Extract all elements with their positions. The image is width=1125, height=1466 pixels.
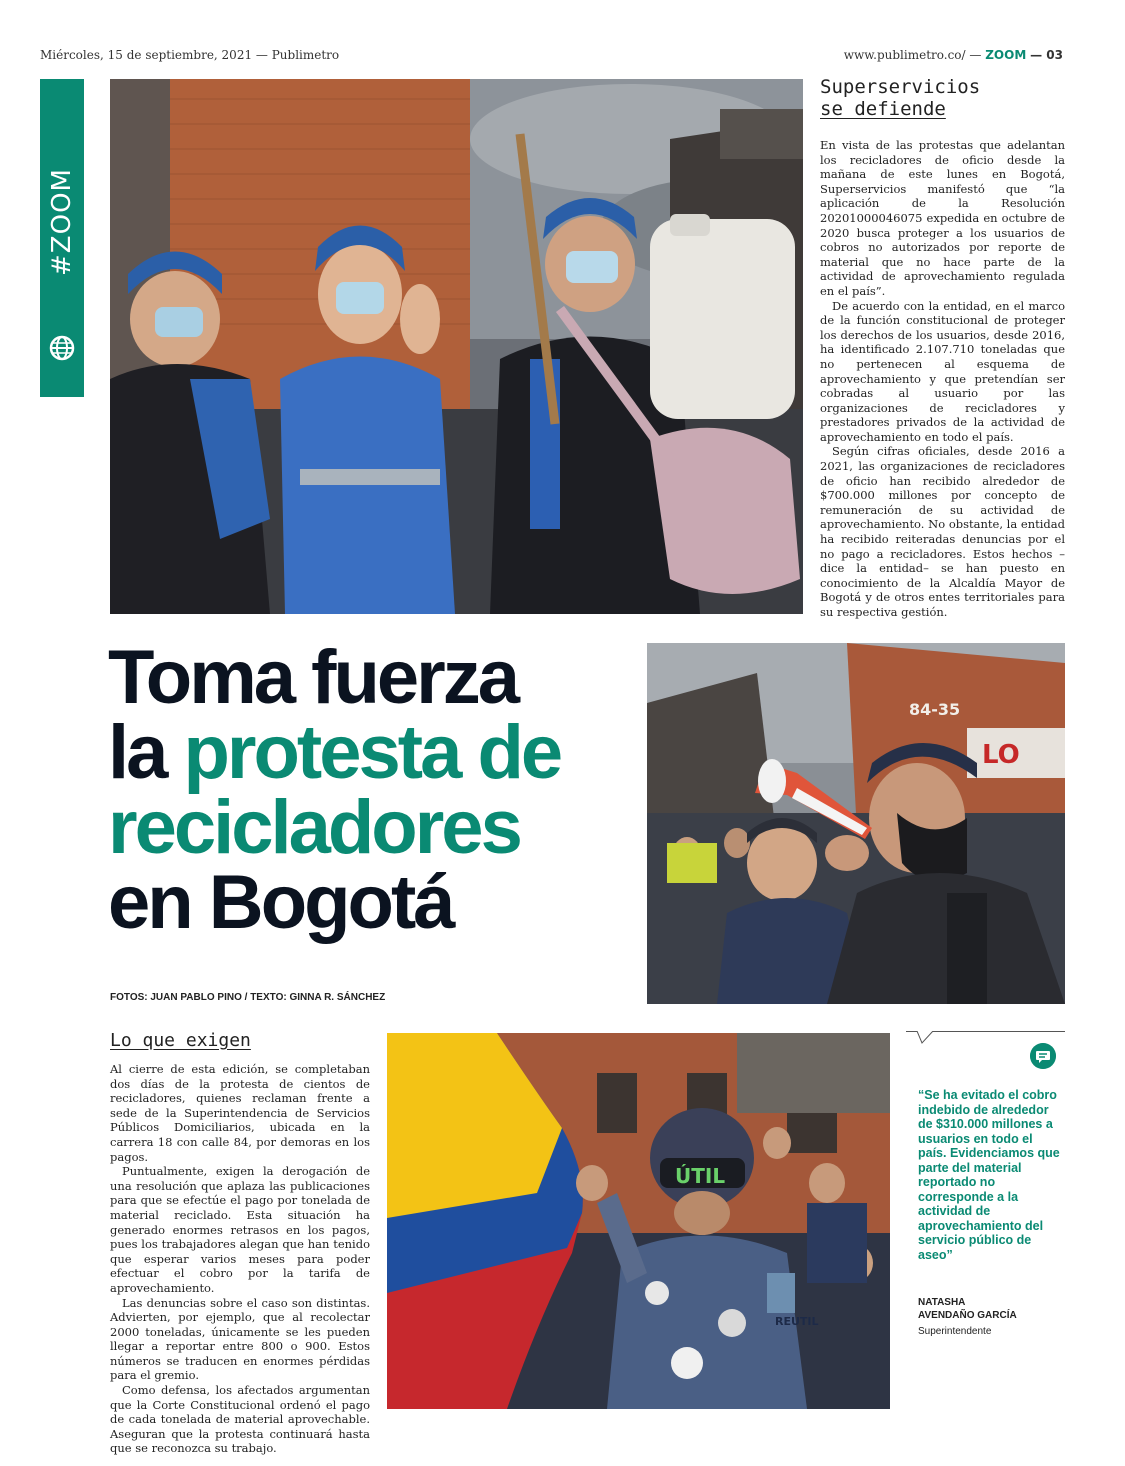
sidebar-article-title bbox=[820, 76, 1065, 120]
photo-recyclers-protest bbox=[110, 79, 803, 614]
title-text: Lo que exigen bbox=[110, 1030, 251, 1051]
lower-article-body bbox=[110, 1062, 370, 1456]
title-line: Superservicios bbox=[820, 76, 981, 98]
page-folio bbox=[844, 48, 1063, 62]
paragraph: En vista de las protestas que adelantan los recicladores de oficio desde la mañana de este lunes en Bogotá, Superservicios manifestó que “la aplicación de la Resolución 20201000046075 expedida en octubre de 2020 busca proteger a los usuarios de cobros no autorizados por reporte de material que no hace parte de la actividad de aprovechamiento regulada en el país”. bbox=[820, 138, 1065, 298]
quote-pointer bbox=[916, 1031, 936, 1045]
costume-badge: REUTIL bbox=[775, 1315, 819, 1328]
headline-line: recicladores bbox=[108, 785, 520, 870]
section-name: ZOOM bbox=[985, 48, 1027, 62]
section-side-tab bbox=[40, 79, 84, 397]
lower-article-title bbox=[110, 1030, 251, 1051]
paragraph: Puntualmente, exigen la derogación de una resolución que aplaza las publicaciones para que se efectúe el pago por tonelada de material reciclado. Esta situación ha generado enormes retrasos en los pagos, pues los trabajadores alegan que han tenido que esperar varios meses para poder efectuar el cobro por la tarifa de aprovechamiento. bbox=[110, 1164, 370, 1295]
quote-attribution-role: Superintendente bbox=[918, 1326, 992, 1337]
issue-date-line: Miércoles, 15 de septiembre, 2021 — Publimetro bbox=[40, 48, 340, 62]
title-line: se defiende bbox=[820, 98, 946, 120]
building-number-sign: 84-35 bbox=[909, 700, 961, 719]
page-number: — 03 bbox=[1030, 48, 1063, 62]
photo-man-vuvuzela bbox=[647, 643, 1065, 1004]
speech-bubble-icon bbox=[1030, 1043, 1056, 1069]
paragraph: Al cierre de esta edición, se completaban dos días de la protesta de cientos de recicladores, quienes reclaman frente a sede de la Superintendencia de Servicios Públicos Domiciliarios, ubicada en la carrera 18 con calle 84, por demoras en los pagos. bbox=[110, 1062, 370, 1164]
main-headline bbox=[108, 635, 648, 945]
pull-quote-text: “Se ha evitado el cobro indebido de alrededor de $310.000 millones a usuarios en todo el país. Evidenciamos que parte del material reportado no corresponde a la actividad de aprovechamiento del servicio público de aseo” bbox=[918, 1088, 1060, 1262]
headline-part: la bbox=[108, 710, 184, 795]
side-tab-label: #ZOOM bbox=[47, 168, 77, 277]
name-line: NATASHA bbox=[918, 1297, 966, 1308]
sidebar-article-body bbox=[820, 138, 1065, 620]
headline-accent: protesta de bbox=[183, 710, 561, 795]
svg-text:LO: LO bbox=[982, 740, 1020, 770]
paragraph: Como defensa, los afectados argumentan que la Corte Constitucional ordenó el pago de cada tonelada de material aprovechable. Aseguran que la protesta continuará hasta que se reconozca su trabajo. bbox=[110, 1383, 370, 1456]
headline-line: en Bogotá bbox=[108, 860, 453, 945]
helmet-text: ÚTIL bbox=[675, 1164, 726, 1188]
headline-line: Toma fuerza bbox=[108, 635, 518, 720]
photo-flag-costume bbox=[387, 1033, 890, 1409]
quote-attribution-name bbox=[918, 1296, 1058, 1322]
photo-text-credits: FOTOS: JUAN PABLO PINO / TEXTO: GINNA R. SÁNCHEZ bbox=[110, 992, 386, 1003]
paragraph: De acuerdo con la entidad, en el marco de la función constitucional de proteger los derechos de los usuarios, desde 2016, ha identificado 2.107.710 toneladas que no pertenecen al esquema de aprovechamiento y que pretendían ser cobradas al usuario por las organizaciones de recicladores y prestadores privados de la actividad de aprovechamiento en todo el país. bbox=[820, 298, 1065, 444]
globe-icon bbox=[49, 335, 75, 361]
site-url: www.publimetro.co/ — bbox=[843, 48, 982, 62]
name-line: AVENDAÑO GARCÍA bbox=[918, 1310, 1017, 1321]
headline-line bbox=[108, 710, 648, 795]
paragraph: Según cifras oficiales, desde 2016 a 2021, las organizaciones de recicladores de oficio han recibido alrededor de $700.000 millones por concepto de remuneración de su actividad de aprovechamiento. No obstante, la entidad ha recibido reiteradas denuncias por el no pago a recicladores. Estos hechos –dice la entidad– se han puesto en conocimiento de la Alcaldía Mayor de Bogotá y de otros entes territoriales para su respectiva gestión. bbox=[820, 444, 1065, 619]
paragraph: Las denuncias sobre el caso son distintas. Advierten, por ejemplo, que al recolectar 2000 toneladas, únicamente se les pueden llegar a reportar entre 800 o 900. Estos números se traducen en enormes pérdidas para el gremio. bbox=[110, 1295, 370, 1383]
